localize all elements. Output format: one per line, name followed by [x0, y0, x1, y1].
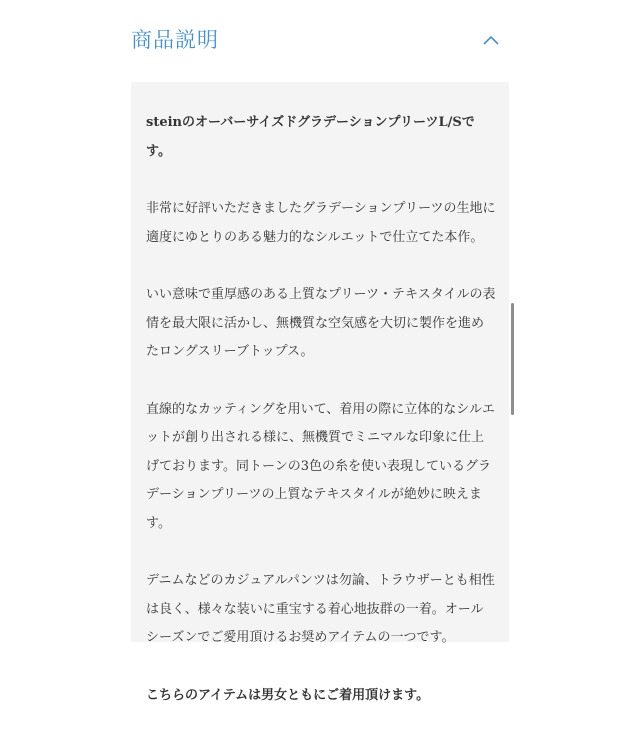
description-paragraph: 直線的なカッティングを用いて、着用の際に立体的なシルエットが創り出される様に、無機質でミニマルな印象に仕上げております。同トーンの3色の糸を使い表現しているグラデーションプリーツの上質なテキスタイルが絶妙に映えます。	[146, 401, 495, 531]
scrollbar-thumb[interactable]	[511, 303, 514, 415]
section-title: 商品説明	[131, 28, 219, 52]
description-note: こちらのアイテムは男女ともにご着用頂けます。	[146, 687, 430, 703]
description-intro: steinのオーバーサイズドグラデーションプリーツL/Sです。	[146, 115, 475, 159]
description-paragraph: デニムなどのカジュアルパンツは勿論、トラウザーとも相性は良く、様々な装いに重宝する着心地抜群の一着。オールシーズンでご愛用頂けるお奨めアイテムの一つです。	[146, 573, 495, 645]
chevron-up-icon[interactable]	[481, 32, 501, 48]
description-paragraph: 非常に好評いただきましたグラデーションプリーツの生地に適度にゆとりのある魅力的なシルエットで仕立てた本作。	[146, 201, 496, 245]
section-header[interactable]	[0, 0, 640, 80]
description-content	[146, 109, 496, 739]
description-panel	[131, 82, 509, 703]
description-paragraph: いい意味で重厚感のある上質なプリーツ・テキスタイルの表情を最大限に活かし、無機質な空気感を大切に製作を進めたロングスリーブトップス。	[146, 287, 496, 359]
